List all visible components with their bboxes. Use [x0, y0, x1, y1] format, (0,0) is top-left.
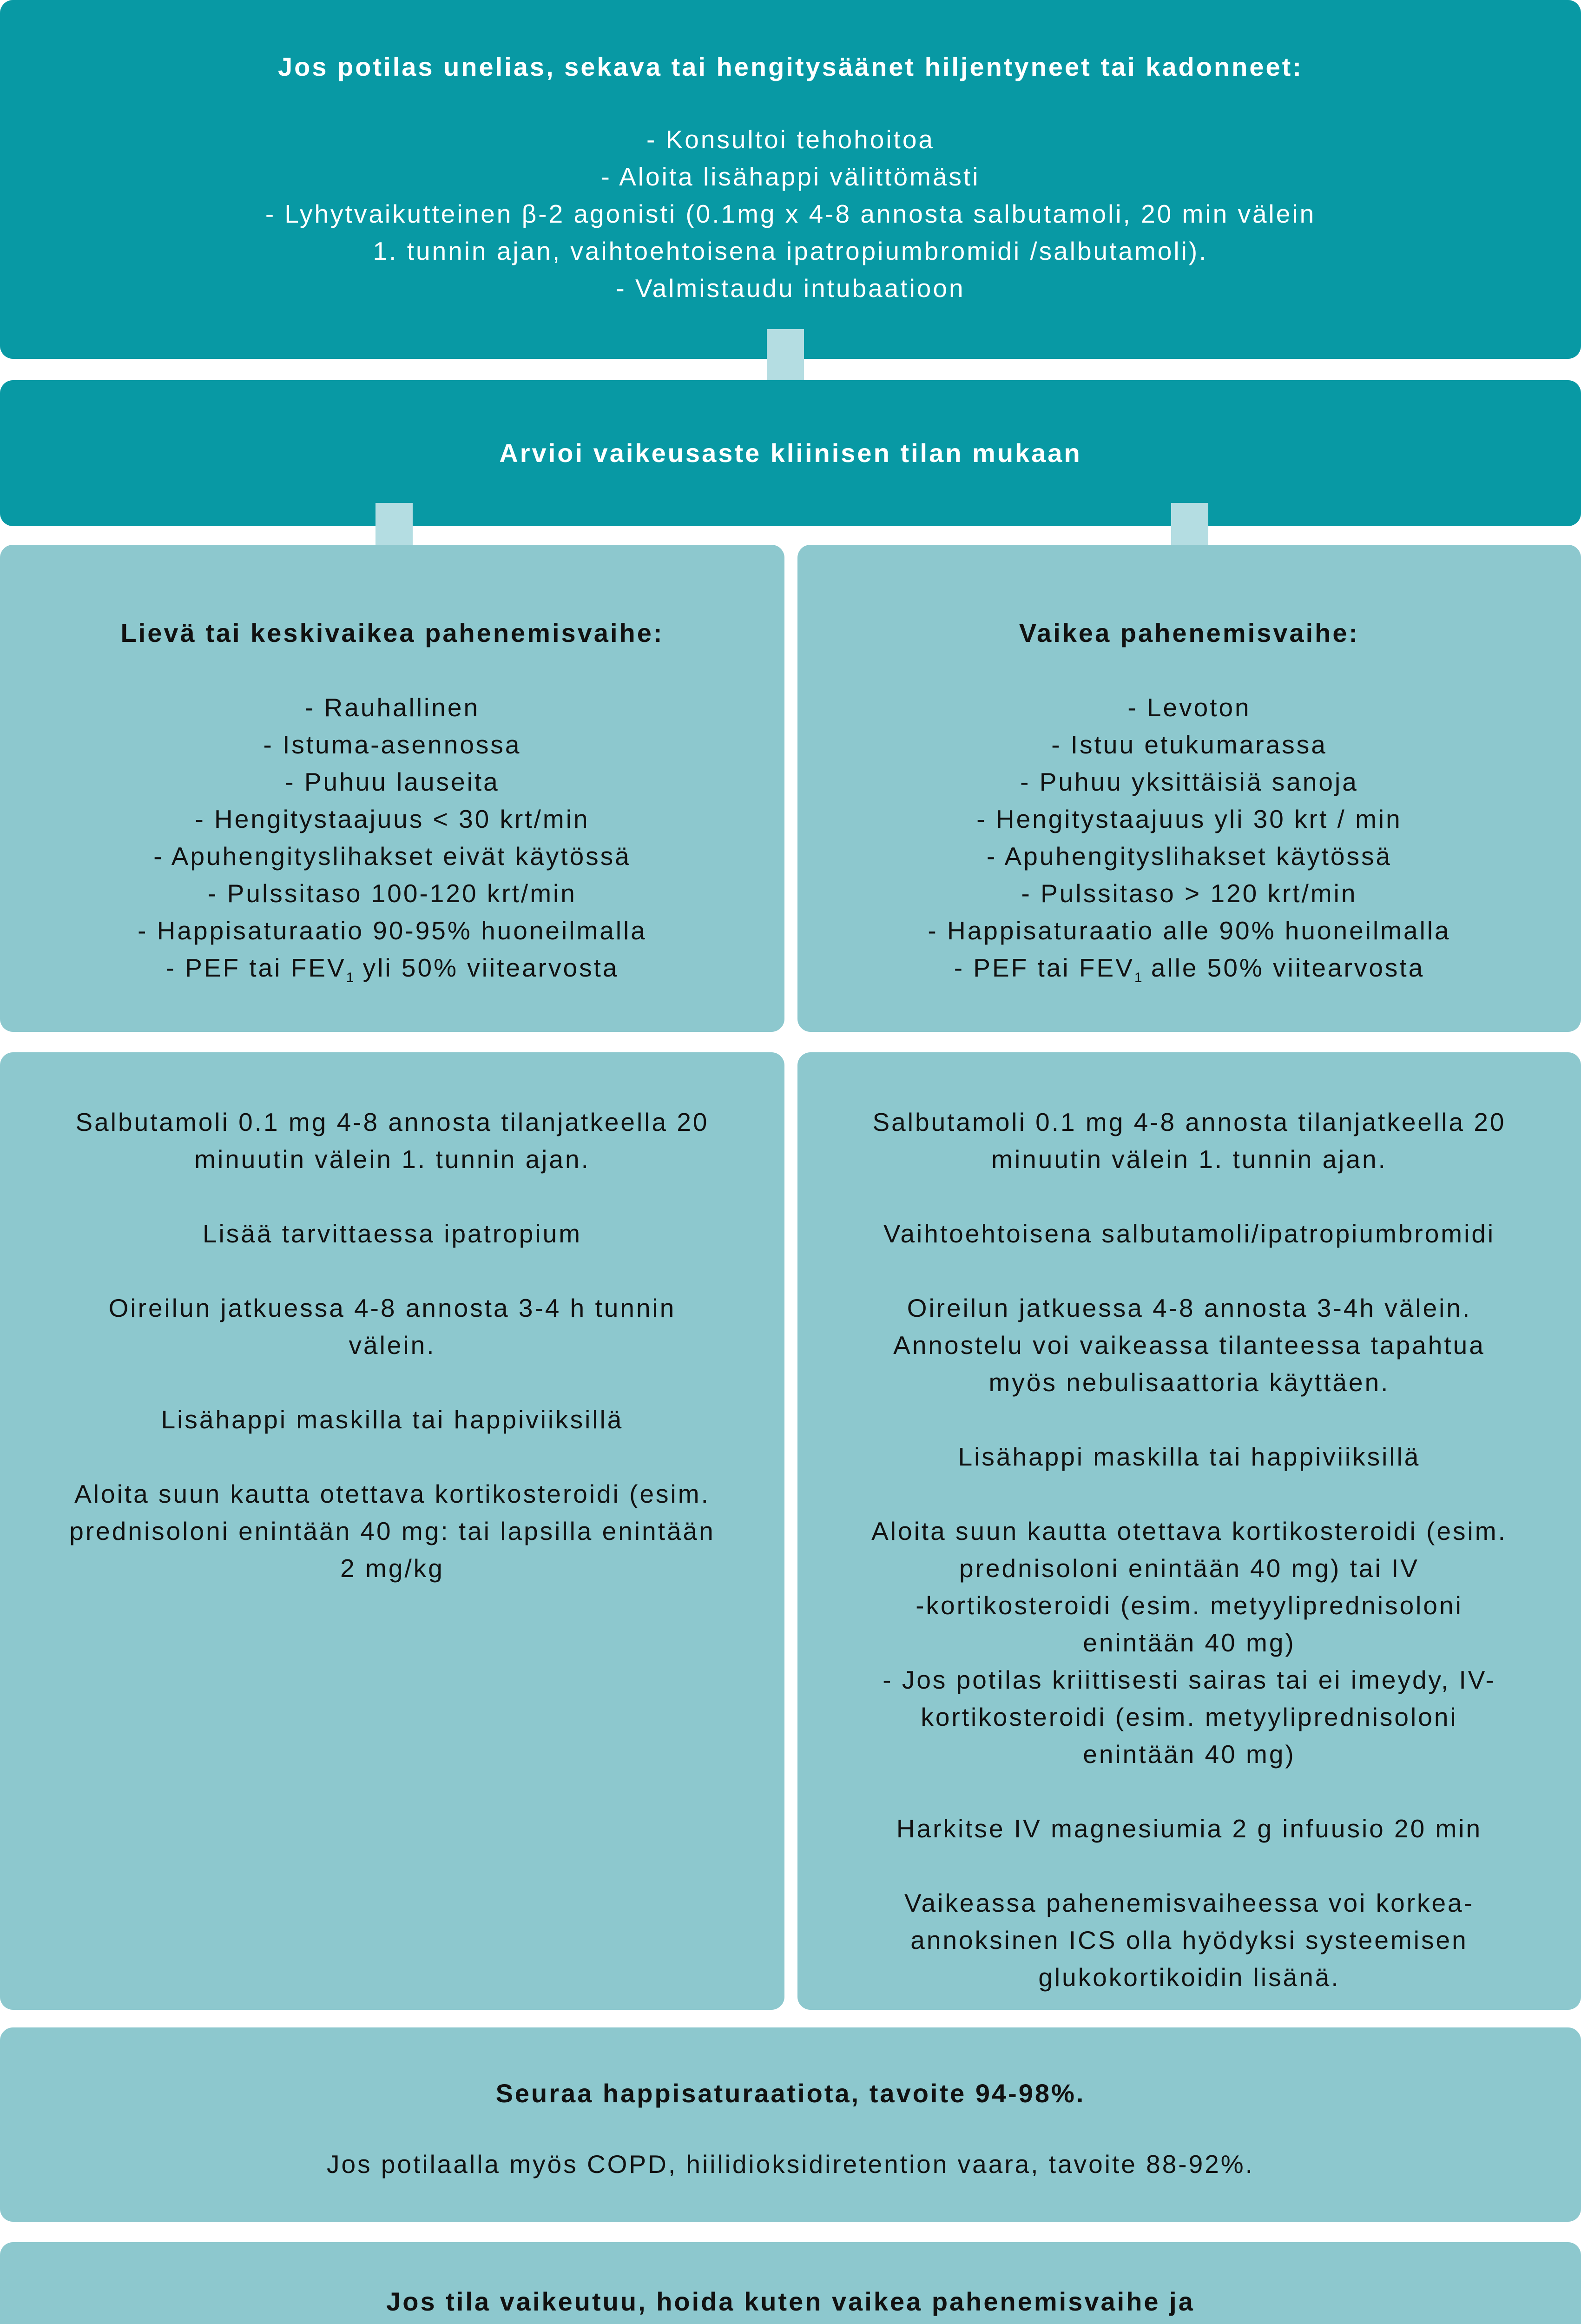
- worsening-box: [0, 2242, 1581, 2324]
- treatment-paragraph: Harkitse IV magnesiumia 2 g infuusio 20 min: [896, 1814, 1482, 1843]
- list-item: - Apuhengityslihakset käytössä: [986, 842, 1392, 871]
- oxygen-copd-note: Jos potilaalla myös COPD, hiilidioksidiretention vaara, tavoite 88-92%.: [327, 2150, 1254, 2179]
- pef-criterion: - PEF tai $FEV_1$ yli 50% viitearvosta: [165, 953, 619, 985]
- list-item: - Happisaturaatio 90-95% huoneilmalla: [138, 916, 647, 945]
- list-item: - Pulssitaso > 120 krt/min: [1021, 879, 1357, 908]
- list-item: - Apuhengityslihakset eivät käytössä: [153, 842, 631, 871]
- severe-treatment-list: [797, 1103, 1581, 1996]
- severe-title: Vaikea pahenemisvaihe:: [1019, 618, 1360, 647]
- list-item: - Happisaturaatio alle 90% huoneilmalla: [928, 916, 1451, 945]
- assess-severity-title: Arvioi vaikeusaste kliinisen tilan mukaan: [499, 438, 1082, 468]
- list-item: - Istuu etukumarassa: [1051, 730, 1327, 759]
- urgent-title: Jos potilas unelias, sekava tai hengitysäänet hiljentyneet tai kadonneet:: [278, 52, 1303, 81]
- treatment-paragraph: Salbutamoli 0.1 mg 4-8 annosta tilanjatkeella 20 minuutin välein 1. tunnin ajan.: [872, 1108, 1506, 1174]
- list-item: - Konsultoi tehohoitoa: [646, 125, 935, 154]
- mild-symptom-list: [0, 689, 784, 997]
- treatment-paragraph: Oireilun jatkuessa 4-8 annosta 3-4h välein. Annostelu voi vaikeassa tilanteessa tapahtua myös nebulisaattoria käyttäen.: [893, 1294, 1485, 1397]
- assess-severity-box: [0, 380, 1581, 526]
- urgent-list: [0, 121, 1581, 307]
- list-item: - Valmistaudu intubaatioon: [616, 274, 965, 303]
- treatment-paragraph: Oireilun jatkuessa 4-8 annosta 3-4 h tunnin välein.: [108, 1294, 676, 1360]
- mild-treatment-list: [0, 1103, 784, 1587]
- list-item: - Hengitystaajuus < 30 krt/min: [195, 805, 590, 833]
- oxygen-saturation-box: [0, 2027, 1581, 2222]
- list-item: - Aloita lisähappi välittömästi: [601, 162, 980, 191]
- list-item: - Puhuu lauseita: [285, 767, 500, 796]
- list-item: 1. tunnin ajan, vaihtoehtoisena ipatropiumbromidi /salbutamoli).: [373, 237, 1208, 265]
- severe-treatment-box: [797, 1052, 1581, 2010]
- treatment-paragraph: Vaihtoehtoisena salbutamoli/ipatropiumbromidi: [883, 1219, 1495, 1248]
- urgent-assessment-box: [0, 0, 1581, 359]
- list-item: - Hengitystaajuus yli 30 krt / min: [976, 805, 1402, 833]
- oxygen-title: Seuraa happisaturaatiota, tavoite 94-98%.: [495, 2079, 1086, 2108]
- list-item: - Pulssitaso 100-120 krt/min: [208, 879, 577, 908]
- treatment-paragraph: Vaikeassa pahenemisvaiheessa voi korkea- annoksinen ICS olla hyödyksi systeemisen glukokortikoidin lisänä.: [904, 1888, 1474, 1992]
- treatment-paragraph: Aloita suun kautta otettava kortikosteroidi (esim. prednisoloni enintään 40 mg: tai lapsilla enintään 2 mg/kg: [69, 1479, 715, 1583]
- mild-moderate-exacerbation-box: [0, 545, 784, 1032]
- mild-moderate-title: Lievä tai keskivaikea pahenemisvaihe:: [120, 618, 664, 647]
- treatment-paragraph: Salbutamoli 0.1 mg 4-8 annosta tilanjatkeella 20 minuutin välein 1. tunnin ajan.: [75, 1108, 709, 1174]
- worsening-text: Jos tila vaikeutuu, hoida kuten vaikea pahenemisvaihe ja: [386, 2287, 1195, 2316]
- pef-criterion: - PEF tai $FEV_1$ alle 50% viitearvosta: [954, 953, 1425, 985]
- severe-symptom-list: [797, 689, 1581, 997]
- list-item: - Levoton: [1127, 693, 1251, 722]
- list-item: - Lyhytvaikutteinen β-2 agonisti (0.1mg x 4-8 annosta salbutamoli, 20 min välein: [265, 199, 1316, 228]
- mild-treatment-box: [0, 1052, 784, 2010]
- treatment-paragraph: Aloita suun kautta otettava kortikosteroidi (esim. prednisoloni enintään 40 mg) tai IV -kortikosteroidi (esim. metyyliprednisoloni enintään 40 mg) - Jos potilas kriittisesti sairas tai ei imeydy, IV- kortikosteroidi (esim. metyyliprednisoloni enintään 40 mg): [871, 1517, 1507, 1769]
- treatment-paragraph: Lisähappi maskilla tai happiviiksillä: [161, 1405, 624, 1434]
- list-item: - Rauhallinen: [304, 693, 480, 722]
- treatment-paragraph: Lisähappi maskilla tai happiviiksillä: [958, 1442, 1421, 1471]
- list-item: - Istuma-asennossa: [263, 730, 521, 759]
- severe-exacerbation-box: [797, 545, 1581, 1032]
- treatment-paragraph: Lisää tarvittaessa ipatropium: [202, 1219, 582, 1248]
- list-item: - Puhuu yksittäisiä sanoja: [1020, 767, 1358, 796]
